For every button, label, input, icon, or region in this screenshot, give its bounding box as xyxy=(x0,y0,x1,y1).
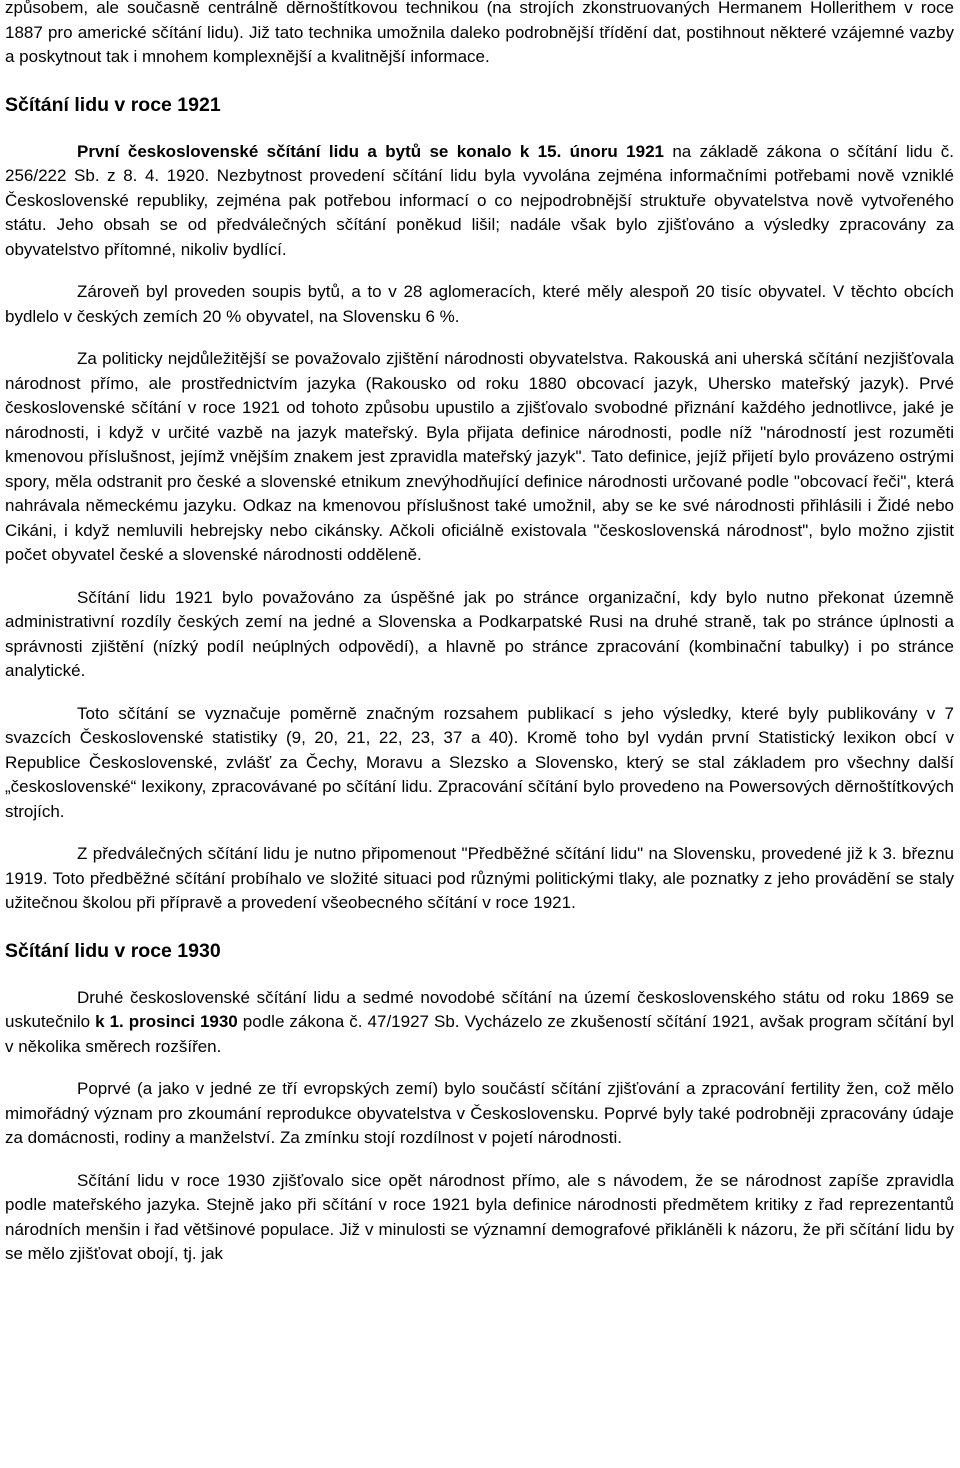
paragraph-part-b: podle zákona č. 47/1927 Sb. Vycházelo ze zkušeností sčítání 1921, avšak program sčítání byl v několika směrech rozšířen. xyxy=(5,1012,954,1056)
paragraph-1930-second-census xyxy=(5,986,954,1060)
section-heading-1930: Sčítání lidu v roce 1930 xyxy=(5,939,221,962)
paragraph-publications: Toto sčítání se vyznačuje poměrně značným rozsahem publikací s jeho výsledky, které byly publikovány v 7 svazcích Československé statistiky (9, 20, 21, 22, 23, 37 a 40). Kromě toho byl vydán první Statistický lexikon obcí v Republice Československé, zvlášť za Čechy, Moravu a Slezsko a Slovensko, který se stal základem pro všechny další „československé“ lexikony, zpracovávané po sčítání lidu. Zpracování sčítání bylo provedeno na Powersových děrnoštítkových strojích. xyxy=(5,703,954,821)
paragraph-success: Sčítání lidu 1921 bylo považováno za úspěšné jak po stránce organizační, kdy bylo nutno překonat územně administrativní rozdíly českých zemí na jedné a Slovenska a Podkarpatské Rusi na druhé straně, tak po stránce úplnosti a správnosti zjištění (nízký podíl neúplných odpovědí), a hlavně po stránce zpracování (kombinační tabulky) i po stránce analytické. xyxy=(5,587,954,680)
paragraph-bold-lead: První československé sčítání lidu a bytů se konalo k 15. únoru 1921 xyxy=(77,141,664,161)
section-heading-1921: Sčítání lidu v roce 1921 xyxy=(5,93,221,116)
paragraph-1930-nationality: Sčítání lidu v roce 1930 zjišťovalo sice opět národnost přímo, ale s návodem, že se národnost zapíše zpravidla podle mateřského jazyka. Stejně jako při sčítání v roce 1921 byla definice národnosti předmětem kritiky z řad reprezentantů národních menšin i řad většinové populace. Již v minulosti se významní demografové přikláněli k názoru, že při sčítání lidu by se mělo zjišťovat obojí, tj. jak xyxy=(5,1170,954,1263)
paragraph-1921-first-census xyxy=(5,140,954,263)
paragraph-housing-inventory: Zároveň byl proveden soupis bytů, a to v 28 aglomeracích, které měly alespoň 20 tisíc obyvatel. V těchto obcích bydlelo v českých zemích 20 % obyvatel, na Slovensku 6 %. xyxy=(5,282,954,326)
paragraph-fertility: Poprvé (a jako v jedné ze tří evropských zemí) bylo součástí sčítání zjišťování a zpracování fertility žen, což mělo mimořádný význam pro zkoumání reprodukce obyvatelstva v Československu. Poprvé byly také podrobněji zpracovány údaje za domácnosti, rodiny a manželství. Za zmínku stojí rozdílnost v pojetí národnosti. xyxy=(5,1079,954,1147)
paragraph-nationality: Za politicky nejdůležitější se považovalo zjištění národnosti obyvatelstva. Rakouská ani uherská sčítání nezjišťovala národnost přímo, ale prostřednictvím jazyka (Rakousko od roku 1880 obcovací jazyk, Uhersko mateřský jazyk). Prvé československé sčítání v roce 1921 od tohoto způsobu upustilo a zjišťovalo svobodné přiznání každého jednotlivce, jaké je národnosti, i když v určité vazbě na jazyk mateřský. Byla přijata definice národnosti, podle níž "národností jest rozuměti kmenovou příslušnost, jejímž vnějším znakem jest zpravidla mateřský jazyk". Tato definice, jejíž přijetí bylo provázeno ostrými spory, měla odstranit pro české a slovenské etnikum znevýhodňující definice národnosti určované podle "obcovací řeči", která nahrávala německému jazyku. Odkaz na kmenovou příslušnost také umožnil, aby se ke své národnosti přihlásili i Židé nebo Cikáni, i když nemluvili hebrejsky nebo cikánsky. Ačkoli oficiálně existovala "československá národnost", bylo možno zjistit počet obyvatel české a slovenské národnosti odděleně. xyxy=(5,349,954,564)
paragraph-bold-date: k 1. prosinci 1930 xyxy=(95,1012,238,1031)
paragraph-rest: na základě zákona o sčítání lidu č. 256/222 Sb. z 8. 4. 1920. Nezbytnost provedení sčítání lidu byla vyvolána zejména informačními potřebami nově vzniklé Československé republiky, zejména pak potřebou informací o co nejpodrobnější struktuře obyvatelstva nově vytvořeného státu. Jeho obsah se od předválečných sčítání poněkud lišil; nadále však bylo zjišťováno a výsledky zpracovány za obyvatelstvo přítomné, nikoliv bydlící. xyxy=(5,141,954,259)
paragraph-intro: způsobem, ale současně centrálně děrnoštítkovou technikou (na strojích zkonstruovaných Hermanem Hollerithem v roce 1887 pro americké sčítání lidu). Již tato technika umožnila daleko podrobnější třídění dat, postihnout některé vzájemné vazby a poskytnout tak i mnohem komplexnější a kvalitnější informace. xyxy=(5,0,954,66)
paragraph-part-a: Druhé československé sčítání lidu a sedmé novodobé sčítání na území československého státu od roku 1869 se uskutečnilo xyxy=(5,987,954,1031)
paragraph-preliminary-census: Z předválečných sčítání lidu je nutno připomenout "Předběžné sčítání lidu" na Slovensku, provedené již k 3. březnu 1919. Toto předběžné sčítání probíhalo ve složité situaci pod různými politickými tlaky, ale poznatky z jeho provádění se staly užitečnou školou při přípravě a provedení všeobecného sčítání v roce 1921. xyxy=(5,844,954,912)
